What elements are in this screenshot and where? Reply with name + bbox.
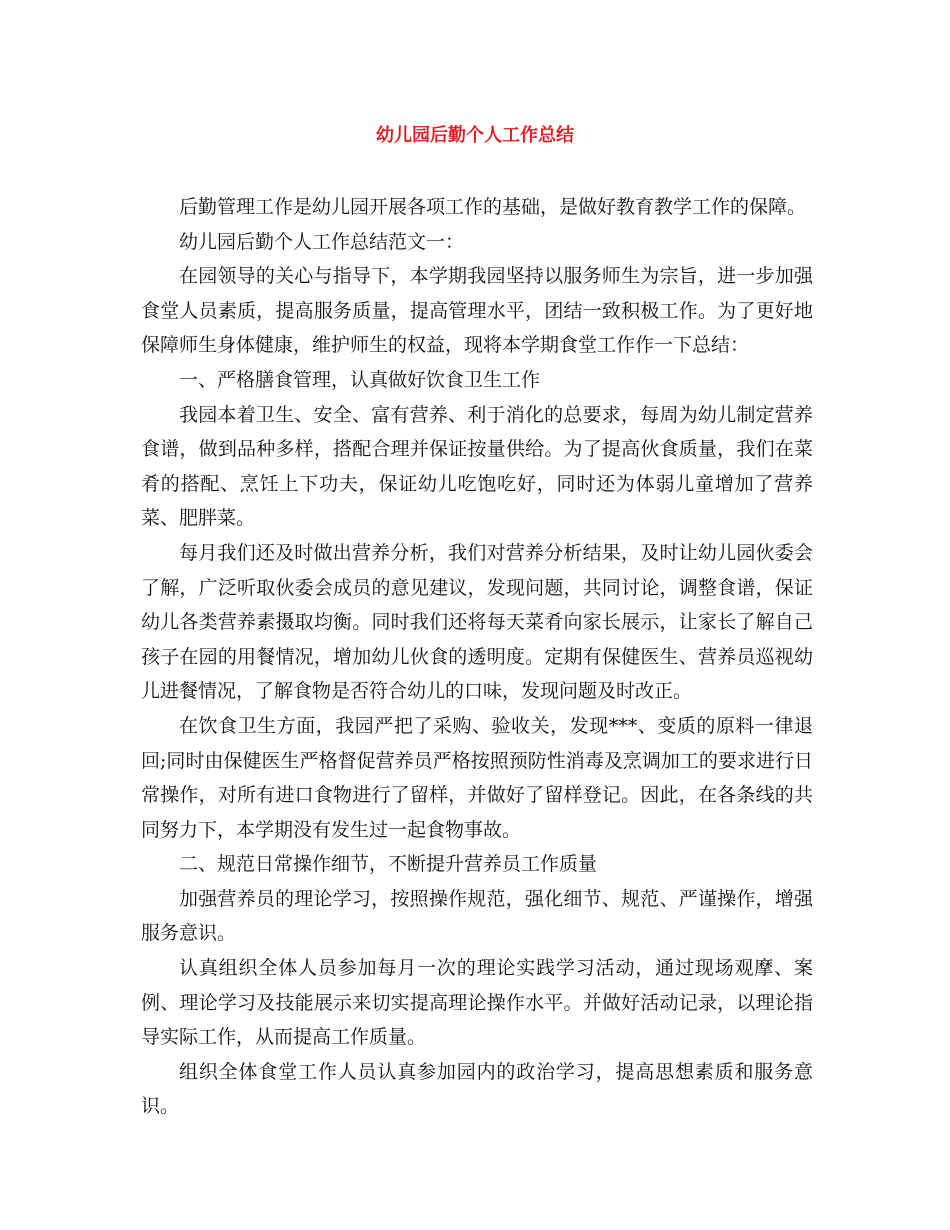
paragraph-sample-heading: 幼儿园后勤个人工作总结范文一：	[179, 230, 465, 253]
paragraph-overview: 在园领导的关心与指导下，本学期我园坚持以服务师生为宗旨，进一步加强食堂人员素质，提高服务质量，提高管理水平，团结一致积极工作。为了更好地保障师生身体健康，维护师生的权益，现将本学期食堂工作作一下总结：	[141, 265, 813, 357]
paragraph-hygiene: 在饮食卫生方面，我园严把了采购、验收关，发现***、变质的原料一律退回;同时由保健医生严格督促营养员严格按照预防性消毒及烹调加工的要求进行日常操作，对所有进口食物进行了留样，并做好了留样登记。因此，在各条线的共同努力下，本学期没有发生过一起食物事故。	[141, 714, 813, 841]
paragraph-intro: 后勤管理工作是幼儿园开展各项工作的基础，是做好教育教学工作的保障。	[179, 196, 807, 218]
document-title: 幼儿园后勤个人工作总结	[376, 125, 574, 146]
paragraph-nutrition: 每月我们还及时做出营养分析，我们对营养分析结果，及时让幼儿园伙委会了解，广泛听取伙委会成员的意见建议，发现问题，共同讨论，调整食谱，保证幼儿各类营养素摄取均衡。同时我们还将每天菜肴向家长展示，让家长了解自己孩子在园的用餐情况，增加幼儿伙食的透明度。定期有保健医生、营养员巡视幼儿进餐情况，了解食物是否符合幼儿的口味，发现问题及时改正。	[141, 541, 813, 703]
section-heading-2: 二、规范日常操作细节，不断提升营养员工作质量	[179, 853, 598, 876]
paragraph-training: 加强营养员的理论学习，按照操作规范，强化细节、规范、严谨操作，增强服务意识。	[141, 887, 813, 945]
paragraph-practice: 认真组织全体人员参加每月一次的理论实践学习活动，通过现场观摩、案例、理论学习及技能展示来切实提高理论操作水平。并做好活动记录，以理论指导实际工作，从而提高工作质量。	[141, 957, 813, 1049]
section-heading-1: 一、严格膳食管理，认真做好饮食卫生工作	[179, 368, 541, 391]
paragraph-political-study: 组织全体食堂工作人员认真参加园内的政治学习，提高思想素质和服务意识。	[141, 1060, 813, 1118]
document-body	[141, 190, 813, 1124]
paragraph-menu: 我园本着卫生、安全、富有营养、利于消化的总要求，每周为幼儿制定营养食谱，做到品种多样，搭配合理并保证按量供给。为了提高伙食质量，我们在菜肴的搭配、烹饪上下功夫，保证幼儿吃饱吃好，同时还为体弱儿童增加了营养菜、肥胖菜。	[141, 403, 813, 530]
